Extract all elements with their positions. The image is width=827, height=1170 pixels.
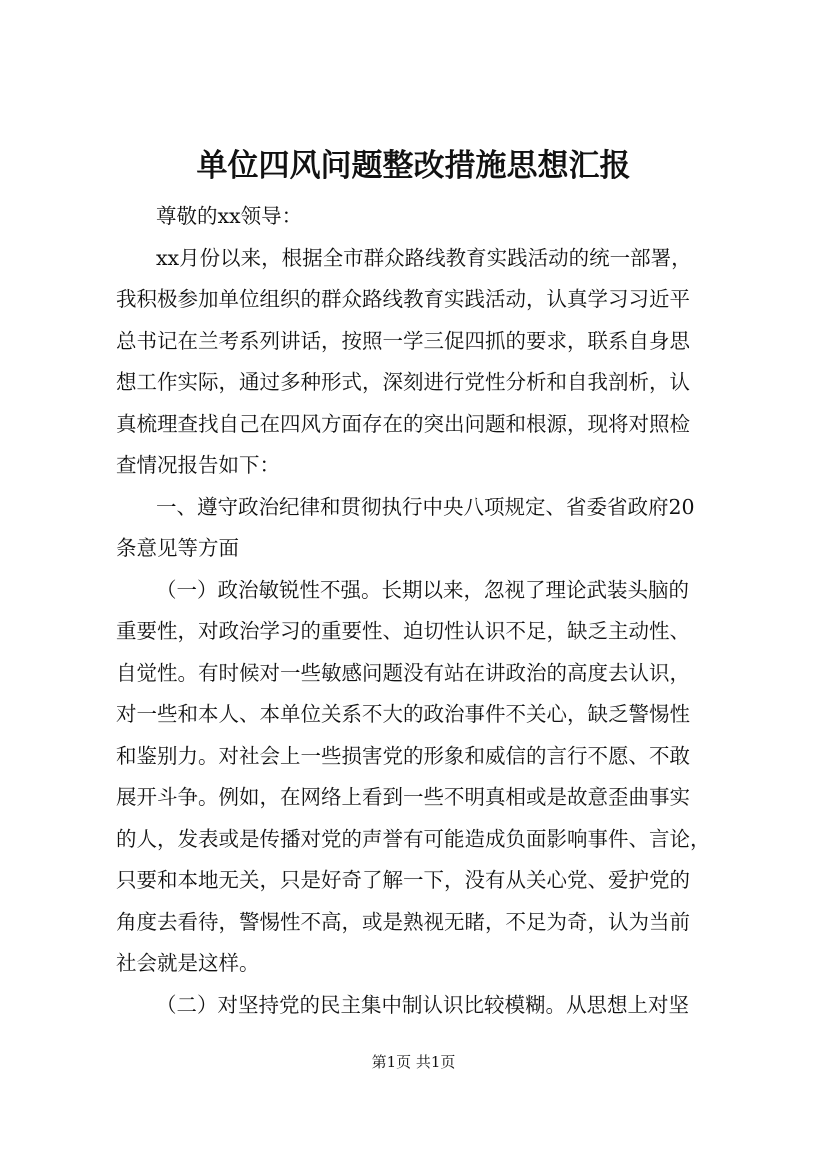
paragraph-line: 查情况报告如下： xyxy=(116,453,280,477)
paragraph-line: 真梳理查找自己在四风方面存在的突出问题和根源，现将对照检 xyxy=(116,411,690,436)
paragraph-line: 对一些和本人、本单位关系不大的政治事件不关心，缺乏警惕性 xyxy=(116,702,690,726)
paragraph-line: 总书记在兰考系列讲话，按照一学三促四抓的要求，联系自身思 xyxy=(116,328,690,353)
paragraph-line: 的人，发表或是传播对党的声誉有可能造成负面影响事件、言论， xyxy=(116,826,711,851)
page-footer: 第1页 共1页 xyxy=(371,1053,456,1071)
paragraph-line: 社会就是这样。 xyxy=(116,951,260,975)
paragraph-line: 想工作实际，通过多种形式，深刻进行党性分析和自我剖析，认 xyxy=(116,370,690,394)
document-body xyxy=(116,196,738,1026)
paragraph-line: 我积极参加单位组织的群众路线教育实践活动，认真学习习近平 xyxy=(116,287,690,311)
paragraph-line: （二）对坚持党的民主集中制认识比较模糊。从思想上对坚 xyxy=(156,992,689,1017)
paragraph-line: 和鉴别力。对社会上一些损害党的形象和威信的言行不愿、不敢 xyxy=(116,743,690,768)
paragraph-line: 只要和本地无关，只是好奇了解一下，没有从关心党、爱护党的 xyxy=(116,868,690,892)
paragraph-line: 角度去看待，警惕性不高，或是熟视无睹，不足为奇，认为当前 xyxy=(116,909,690,934)
paragraph-line: xx月份以来，根据全市群众路线教育实践活动的统一部署， xyxy=(156,245,692,270)
paragraph-line: 重要性，对政治学习的重要性、迫切性认识不足，缺乏主动性、 xyxy=(116,619,690,643)
document-title: 单位四风问题整改措施思想汇报 xyxy=(196,148,631,184)
paragraph-line: 展开斗争。例如，在网络上看到一些不明真相或是故意歪曲事实 xyxy=(116,785,690,809)
salutation-line: 尊敬的xx领导： xyxy=(156,204,303,228)
section-heading-line: 一、遵守政治纪律和贯彻执行中央八项规定、省委省政府20 xyxy=(156,494,695,519)
section-heading-line: 条意见等方面 xyxy=(116,536,239,560)
paragraph-line: （一）政治敏锐性不强。长期以来，忽视了理论武装头脑的 xyxy=(156,577,689,602)
paragraph-line: 自觉性。有时候对一些敏感问题没有站在讲政治的高度去认识， xyxy=(116,660,690,685)
